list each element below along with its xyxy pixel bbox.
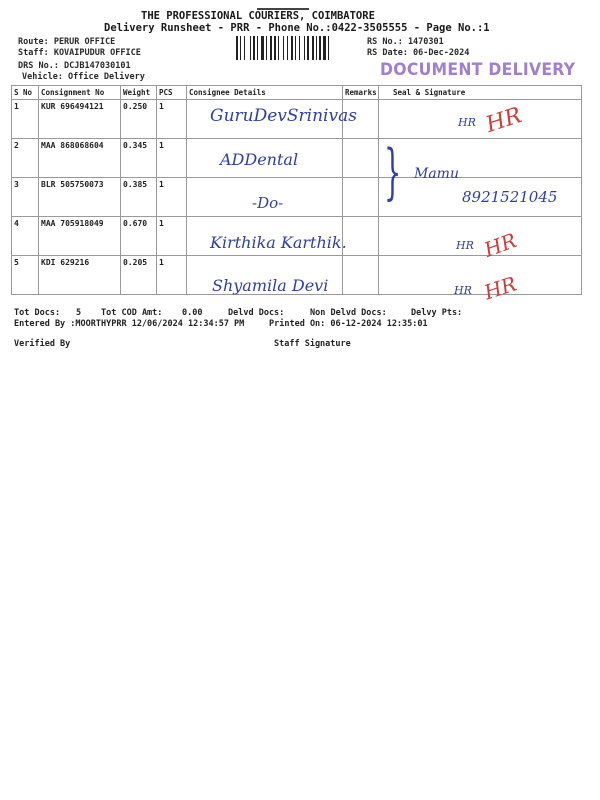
col-remarks: Remarks xyxy=(343,86,379,100)
vehicle-label: Vehicle: Office Delivery xyxy=(22,72,145,82)
cell-remarks xyxy=(343,217,379,256)
col-consignee: Consignee Details xyxy=(187,86,343,100)
barcode-bar xyxy=(250,36,251,60)
cell-pcs: 1 xyxy=(157,256,187,295)
col-pcs: PCS xyxy=(157,86,187,100)
barcode-bar xyxy=(278,36,279,60)
verified-by: Verified By xyxy=(14,339,71,349)
barcode-bar xyxy=(240,36,241,60)
delvd-docs-label: Delvd Docs: xyxy=(228,308,285,318)
handwritten-consignee-3: -Do- xyxy=(252,194,284,212)
barcode-bar xyxy=(274,36,276,60)
barcode-bar xyxy=(244,36,245,60)
barcode-bar xyxy=(319,36,321,60)
barcode-bar xyxy=(323,36,326,60)
barcode-bar xyxy=(328,36,329,60)
rs-date: RS Date: 06-Dec-2024 xyxy=(367,48,470,58)
col-weight: Weight xyxy=(121,86,157,100)
barcode-bar xyxy=(316,36,317,60)
rs-no: RS No.: 1470301 xyxy=(367,37,444,47)
cell-weight: 0.385 xyxy=(121,178,157,217)
cell-consignment: MAA 868068604 xyxy=(39,139,121,178)
cell-weight: 0.205 xyxy=(121,256,157,295)
table-header-row xyxy=(12,86,582,100)
barcode-bar xyxy=(307,36,309,60)
barcode-bar xyxy=(261,36,264,60)
barcode-bar xyxy=(287,36,288,60)
cell-pcs: 1 xyxy=(157,139,187,178)
col-consignment: Consignment No xyxy=(39,86,121,100)
handwritten-receiver: Mamu xyxy=(414,166,459,182)
cell-consignment: KDI 629216 xyxy=(39,256,121,295)
cell-pcs: 1 xyxy=(157,100,187,139)
route-label: Route: PERUR OFFICE xyxy=(18,37,116,47)
company-title: THE PROFESSIONAL COURIERS, COIMBATORE xyxy=(141,10,375,22)
staff-signature: Staff Signature xyxy=(274,339,351,349)
document-delivery-stamp: DOCUMENT DELIVERY xyxy=(380,60,576,80)
cell-weight: 0.250 xyxy=(121,100,157,139)
handwritten-consignee-4: Kirthika Karthik. xyxy=(210,233,347,252)
non-delvd-docs-label: Non Delvd Docs: xyxy=(310,308,387,318)
cell-seal xyxy=(379,217,582,256)
cell-consignment: MAA 705918049 xyxy=(39,217,121,256)
drs-label: DRS No.: DCJB147030101 xyxy=(18,61,131,71)
cell-sno: 3 xyxy=(12,178,39,217)
cell-seal xyxy=(379,100,582,139)
barcode-bar xyxy=(257,36,258,60)
cell-sno: 1 xyxy=(12,100,39,139)
handwritten-phone: 8921521045 xyxy=(462,188,558,206)
red-signature-3: HR xyxy=(481,271,520,305)
cell-consignment: BLR 505750073 xyxy=(39,178,121,217)
cell-remarks xyxy=(343,256,379,295)
cell-weight: 0.670 xyxy=(121,217,157,256)
cell-pcs: 1 xyxy=(157,217,187,256)
barcode-bar xyxy=(236,36,238,60)
handwritten-hr-2: HR xyxy=(456,239,474,252)
tot-docs-value: 5 xyxy=(76,308,82,318)
barcode-bar xyxy=(253,36,255,60)
red-signature-1: HR xyxy=(483,103,525,138)
delvy-pts-label: Delvy Pts: xyxy=(411,308,463,318)
cell-pcs: 1 xyxy=(157,178,187,217)
cell-consignment: KUR 696494121 xyxy=(39,100,121,139)
barcode-bar xyxy=(299,36,300,60)
barcode-bar xyxy=(283,36,284,60)
tot-cod-label: Tot COD Amt: xyxy=(101,308,163,318)
cell-sno: 4 xyxy=(12,217,39,256)
entered-by: Entered By :MOORTHYPRR 12/06/2024 12:34:57 PM xyxy=(14,319,245,329)
barcode-bar xyxy=(266,36,267,60)
barcode-bar xyxy=(295,36,296,60)
handwritten-consignee-2: ADDental xyxy=(220,150,299,169)
col-sno: S No xyxy=(12,86,39,100)
handwritten-hr-1: HR xyxy=(458,116,476,129)
barcode-icon xyxy=(236,36,358,66)
strike-mark xyxy=(257,8,309,10)
handwritten-consignee-5: Shyamila Devi xyxy=(212,276,329,295)
red-signature-2: HR xyxy=(480,228,520,262)
barcode-bar xyxy=(304,36,305,60)
tot-cod-value: 0.00 xyxy=(182,308,203,318)
cell-weight: 0.345 xyxy=(121,139,157,178)
cell-remarks xyxy=(343,139,379,178)
cell-remarks xyxy=(343,178,379,217)
barcode-bar xyxy=(312,36,314,60)
barcode-bar xyxy=(270,36,272,60)
handwritten-consignee-1: GuruDevSrinivas xyxy=(210,106,357,126)
runsheet-subtitle: Delivery Runsheet - PRR - Phone No.:0422-3505555 - Page No.:1 xyxy=(104,22,490,34)
col-seal-signature: Seal & Signature xyxy=(379,86,582,100)
tot-docs-label: Tot Docs: xyxy=(14,308,61,318)
cell-seal xyxy=(379,256,582,295)
printed-on: Printed On: 06-12-2024 12:35:01 xyxy=(269,319,428,329)
handwritten-hr-3: HR xyxy=(454,284,472,297)
cell-seal xyxy=(379,139,582,178)
cell-sno: 2 xyxy=(12,139,39,178)
staff-label: Staff: KOVAIPUDUR OFFICE xyxy=(18,48,141,58)
cell-sno: 5 xyxy=(12,256,39,295)
handwritten-brace: } xyxy=(384,137,402,207)
barcode-bar xyxy=(291,36,293,60)
